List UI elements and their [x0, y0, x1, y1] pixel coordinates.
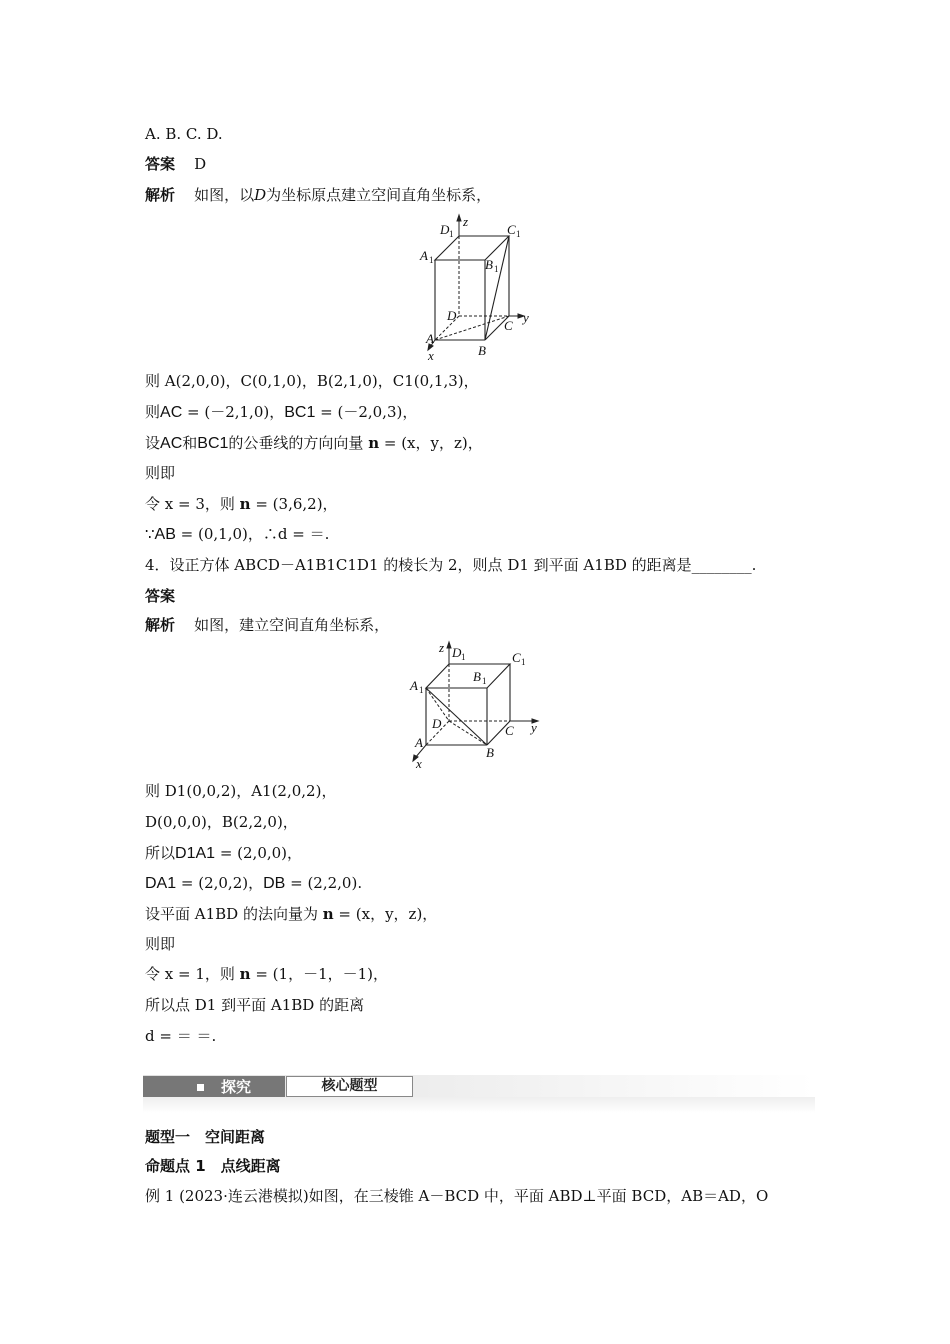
text: 所以 — [145, 844, 176, 862]
analysis-row — [145, 185, 491, 205]
text: = (2,0,2)， — [176, 874, 264, 892]
distance-line: 所以点 D1 到平面 A1BD 的距离 — [145, 996, 365, 1014]
vector-BC1: BC1 — [284, 404, 316, 421]
analysis-row-2 — [145, 615, 389, 635]
label-D1: D — [440, 222, 450, 237]
analysis-text: 为坐标原点建立空间直角坐标系， — [266, 186, 492, 204]
text: 令 x = 3，则 — [145, 495, 235, 513]
coords-line-3: D(0,0,0)，B(2,2,0)， — [145, 813, 298, 831]
d-result-line: d = ＝ ＝. — [145, 1027, 217, 1045]
sub: 1 — [516, 229, 521, 239]
label-A: A — [426, 331, 434, 346]
figure-box-1 — [415, 212, 535, 364]
normal-vector-line — [145, 904, 437, 924]
answer-label: 答案 — [145, 587, 176, 605]
vector-line-1 — [145, 402, 417, 423]
sub: 1 — [494, 264, 499, 274]
sub: 1 — [521, 657, 526, 667]
text: = (1，－1，－1)， — [250, 965, 389, 983]
text: 设平面 A1BD 的法向量为 — [145, 905, 318, 923]
vector-n: n — [239, 965, 251, 983]
label-D1: D — [452, 645, 462, 660]
sub: 1 — [429, 255, 434, 265]
answer-label: 答案 — [145, 155, 176, 173]
let-x-line-1 — [145, 494, 338, 514]
vector-AC: AC — [160, 404, 183, 421]
vector-n: n — [239, 495, 251, 513]
label-z: z — [439, 640, 445, 655]
label-C1: C — [507, 222, 516, 237]
analysis-text: 如图，以 — [194, 186, 255, 204]
let-x-line-2 — [145, 964, 388, 984]
analysis-label: 解析 — [145, 186, 176, 204]
text: 则 — [145, 403, 161, 421]
vector-AC: AC — [160, 435, 183, 452]
label-D: D — [432, 716, 442, 731]
text: = (3,6,2)， — [250, 495, 338, 513]
analysis-label: 解析 — [145, 616, 176, 634]
label-A1: A — [420, 248, 428, 263]
coords-line-2: 则 D1(0,0,2)，A1(2,0,2)， — [145, 782, 337, 800]
vector-D1A1: D1A1 — [175, 845, 216, 862]
label-C: C — [505, 723, 514, 738]
text: 令 x = 1，则 — [145, 965, 235, 983]
label-z: z — [463, 214, 469, 229]
text: = (x，y，z)， — [333, 905, 438, 923]
label-D: D — [447, 308, 457, 323]
zeji-line-2: 则即 — [145, 935, 176, 953]
sub: 1 — [419, 685, 424, 695]
sub: 1 — [461, 652, 466, 662]
banner-dark-tab — [143, 1076, 285, 1097]
coords-line-1: 则 A(2,0,0)，C(0,1,0)，B(2,1,0)，C1(0,1,3)， — [145, 372, 479, 390]
vector-DB: DB — [263, 875, 286, 892]
text: 的公垂线的方向向量 — [228, 434, 364, 452]
banner-light-tab — [286, 1076, 413, 1097]
sub: 1 — [449, 229, 454, 239]
text: = (x，y，z)， — [379, 434, 483, 452]
figure-cube-2 — [405, 640, 550, 772]
vector-n: n — [322, 905, 334, 923]
text: = (2,0,0)， — [215, 844, 303, 862]
square-icon — [197, 1084, 204, 1091]
label-x: x — [428, 348, 434, 363]
example-1: 例 1 (2023·连云港模拟)如图，在三棱锥 A－BCD 中，平面 ABD⊥平面 BCD，AB＝AD，O — [145, 1187, 769, 1205]
vector-line-D1A1 — [145, 843, 302, 864]
question-4: 4．设正方体 ABCD－A1B1C1D1 的棱长为 2，则点 D1 到平面 A1BD 的距离是________. — [145, 556, 757, 574]
label-C1: C — [512, 650, 521, 665]
label-y: y — [523, 310, 529, 325]
text: 设 — [145, 434, 161, 452]
text: 和 — [182, 434, 198, 452]
answer-value: D — [194, 155, 207, 173]
label-A1: A — [410, 678, 418, 693]
analysis-text: 如图，建立空间直角坐标系， — [194, 616, 390, 634]
options-line: A. B. C. D. — [145, 125, 223, 143]
text: ∵ — [145, 525, 155, 543]
vector-BC1: BC1 — [197, 435, 229, 452]
ab-line — [145, 524, 329, 545]
banner-left-label: 探究 — [221, 1078, 252, 1096]
zeji-line-1: 则即 — [145, 464, 176, 482]
vector-line-DA1-DB — [145, 873, 362, 894]
banner-right-label: 核心题型 — [321, 1078, 378, 1094]
label-B: B — [486, 745, 494, 760]
label-x: x — [416, 756, 422, 771]
set-direction-line — [145, 433, 483, 454]
section-banner — [143, 1075, 815, 1115]
text: = (－2,1,0)， — [182, 403, 285, 421]
text: = (2,2,0). — [285, 874, 363, 892]
answer-row — [145, 154, 206, 174]
label-B1: B — [485, 257, 493, 272]
text: = (0,1,0)，∴d = ＝. — [175, 525, 330, 543]
sub: 1 — [482, 676, 487, 686]
vector-n: n — [368, 434, 380, 452]
type-heading: 题型一 空间距离 — [145, 1128, 266, 1146]
label-y: y — [531, 720, 537, 735]
answer-row-2 — [145, 586, 175, 606]
vector-AB: AB — [154, 526, 176, 543]
vector-DA1: DA1 — [145, 875, 177, 892]
text: = (－2,0,3)， — [315, 403, 418, 421]
label-A: A — [415, 735, 423, 750]
banner-shadow — [143, 1097, 815, 1113]
label-B1: B — [473, 669, 481, 684]
label-C: C — [504, 318, 513, 333]
analysis-var: D — [254, 186, 267, 204]
label-B: B — [478, 343, 486, 358]
point-heading: 命题点 1 点线距离 — [145, 1157, 281, 1175]
